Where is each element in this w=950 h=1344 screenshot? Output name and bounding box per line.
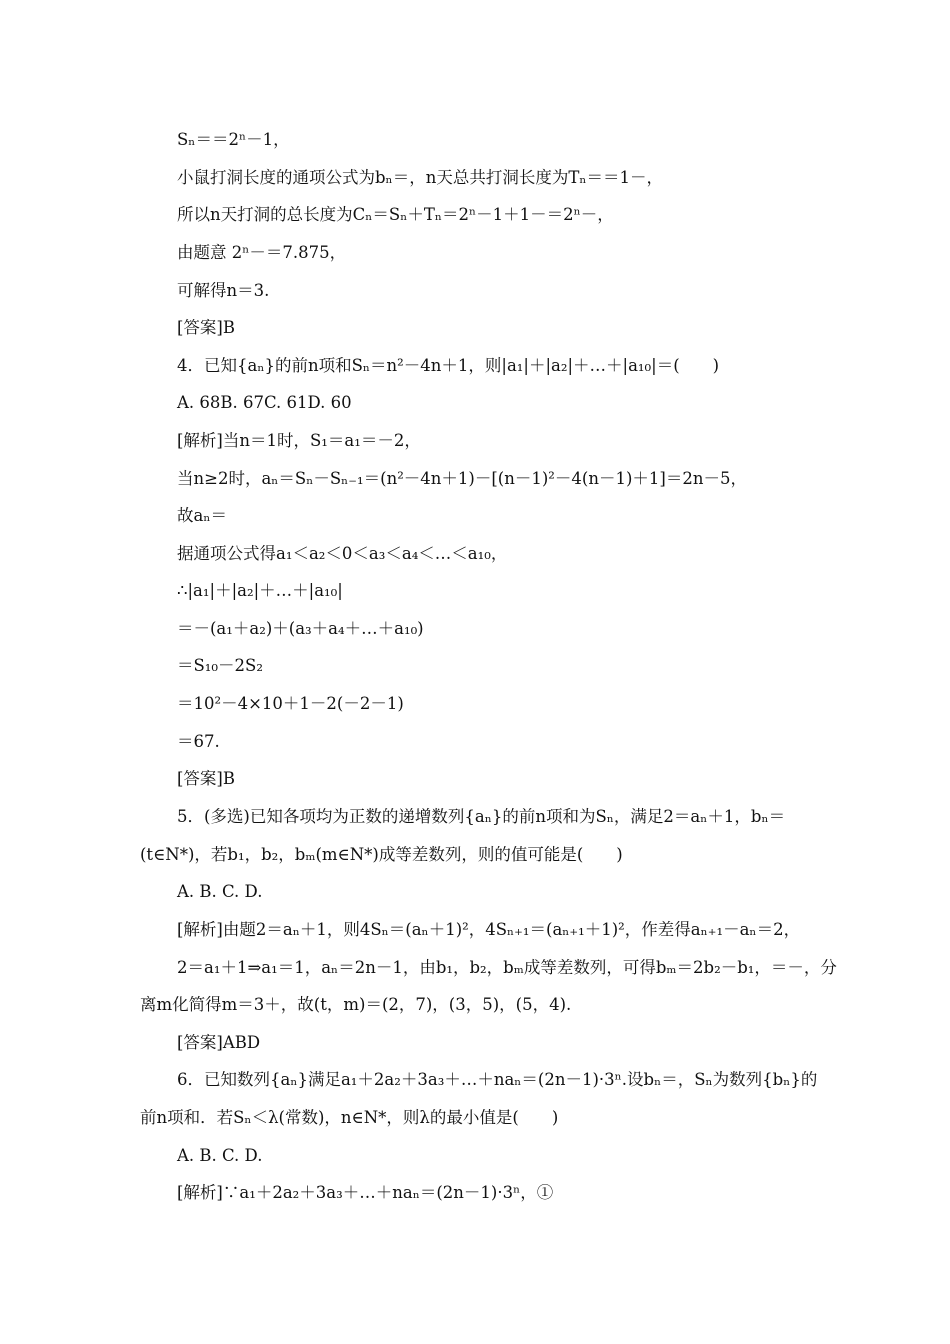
text-line: 5．(多选)已知各项均为正数的递增数列{aₙ}的前n项和为Sₙ，满足2＝aₙ＋1，bₙ＝ bbox=[177, 807, 786, 826]
text-line: [解析]当n＝1时，S₁＝a₁＝－2， bbox=[177, 431, 421, 450]
text-line: ＝－(a₁＋a₂)＋(a₃＋a₄＋…＋a₁₀) bbox=[177, 619, 424, 638]
text-line: ＝10²－4×10＋1－2(－2－1) bbox=[177, 694, 404, 713]
text-line: [答案]ABD bbox=[177, 1033, 261, 1052]
text-line: 故aₙ＝ bbox=[177, 506, 227, 525]
text-line: 所以n天打洞的总长度为Cₙ＝Sₙ＋Tₙ＝2ⁿ－1＋1－＝2ⁿ－， bbox=[177, 205, 614, 224]
text-line: 6．已知数列{aₙ}满足a₁＋2a₂＋3a₃＋…＋naₙ＝(2n－1)·3ⁿ.设bₙ＝，Sₙ为数列{bₙ}的 bbox=[177, 1070, 818, 1089]
text-line: ＝S₁₀－2S₂ bbox=[177, 656, 263, 675]
text-line: A. B. C. D. bbox=[177, 1146, 263, 1165]
text-line: (t∈N*)，若b₁，b₂，bₘ(m∈N*)成等差数列，则的值可能是( ) bbox=[140, 845, 623, 864]
text-line: 当n≥2时，aₙ＝Sₙ－Sₙ₋₁＝(n²－4n＋1)－[(n－1)²－4(n－1)＋1]＝2n－5， bbox=[177, 469, 747, 488]
text-line: ＝67. bbox=[177, 732, 220, 751]
text-line: A. B. C. D. bbox=[177, 882, 263, 901]
text-line: 离m化简得m＝3＋，故(t，m)＝(2，7)，(3，5)，(5，4). bbox=[140, 995, 572, 1014]
text-line: 2＝a₁＋1⇒a₁＝1，aₙ＝2n－1，由b₁，b₂，bₘ成等差数列，可得bₘ＝2b₂－b₁，＝－，分 bbox=[177, 958, 837, 977]
text-line: 4．已知{aₙ}的前n项和Sₙ＝n²－4n＋1，则|a₁|＋|a₂|＋…＋|a₁₀|＝( ) bbox=[177, 356, 720, 375]
text-line: 由题意 2ⁿ－＝7.875， bbox=[177, 243, 347, 262]
text-line: [答案]B bbox=[177, 318, 235, 337]
text-line: A. 68B. 67C. 61D. 60 bbox=[177, 393, 352, 412]
text-line: [答案]B bbox=[177, 769, 235, 788]
text-line: [解析]由题2＝aₙ＋1，则4Sₙ＝(aₙ＋1)²，4Sₙ₊₁＝(aₙ₊₁＋1)²，作差得aₙ₊₁－aₙ＝2， bbox=[177, 920, 801, 939]
text-line: 可解得n＝3. bbox=[177, 281, 270, 300]
text-line: 小鼠打洞长度的通项公式为bₙ＝，n天总共打洞长度为Tₙ＝＝1－， bbox=[177, 168, 663, 187]
text-line: 据通项公式得a₁＜a₂＜0＜a₃＜a₄＜…＜a₁₀， bbox=[177, 544, 508, 563]
text-line: Sₙ＝＝2ⁿ－1， bbox=[177, 130, 290, 149]
text-line: 前n项和．若Sₙ＜λ(常数)，n∈N*，则λ的最小值是( ) bbox=[140, 1108, 559, 1127]
text-line: [解析]∵a₁＋2a₂＋3a₃＋…＋naₙ＝(2n－1)·3ⁿ，① bbox=[177, 1183, 554, 1202]
text-line: ∴|a₁|＋|a₂|＋…＋|a₁₀| bbox=[177, 581, 343, 600]
